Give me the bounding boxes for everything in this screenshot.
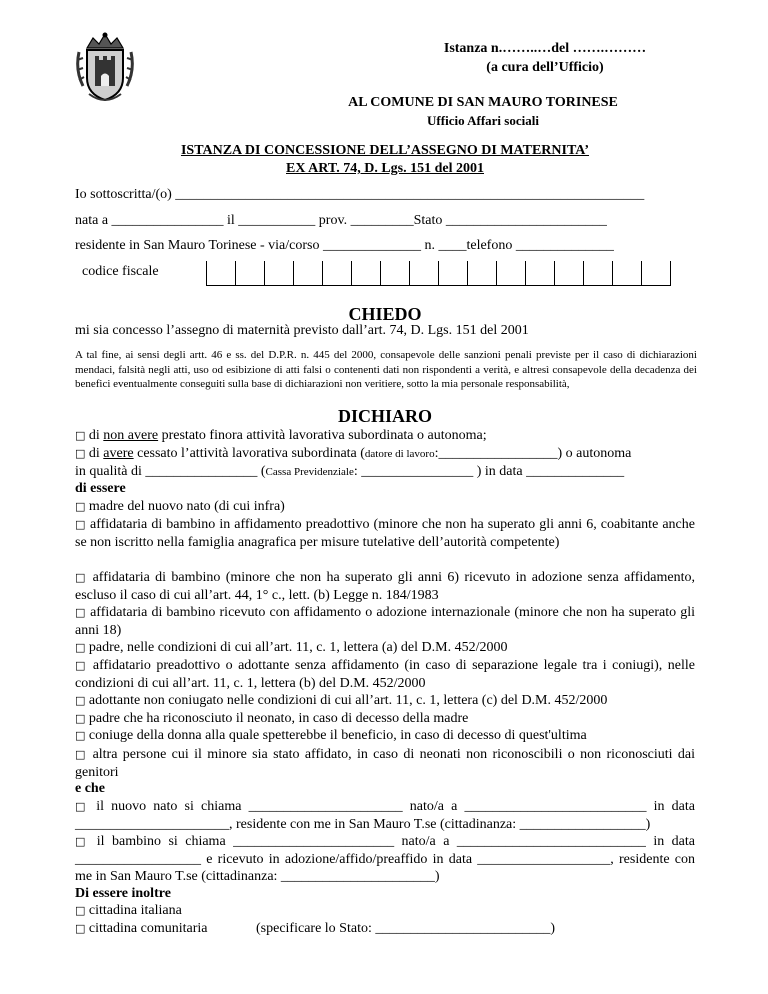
cf-box[interactable] xyxy=(583,261,613,286)
codice-fiscale-label: codice fiscale xyxy=(82,264,159,279)
cf-box[interactable] xyxy=(496,261,526,286)
checkbox-icon[interactable]: □ xyxy=(75,835,90,848)
birth-data-field[interactable]: nata a ________________ il ___________ prov. _________Stato _______________________ xyxy=(75,213,607,228)
chiedo-text: mi sia concesso l’assegno di maternità previsto dall’art. 74, D. Lgs. 151 del 2001 xyxy=(75,323,529,338)
option-altra-persona[interactable]: □ altra persone cui il minore sia stato affidato, in caso di neonati non riconoscibili o non riconosciuti dai genitori xyxy=(75,747,695,780)
option-adottante-non-coniugato[interactable]: □ adottante non coniugato nelle condizioni di cui all’art. 11, c. 1, lettera (c) del D.M. 452/2000 xyxy=(75,693,608,708)
checkbox-icon[interactable]: □ xyxy=(75,500,86,513)
e-che-label: e che xyxy=(75,781,105,796)
dichiaro-heading: DICHIARO xyxy=(337,406,432,426)
recipient-office: Ufficio Affari sociali xyxy=(427,113,539,128)
checkbox-icon[interactable]: □ xyxy=(75,429,86,442)
cf-box[interactable] xyxy=(351,261,381,286)
checkbox-icon[interactable]: □ xyxy=(75,659,88,672)
checkbox-icon[interactable]: □ xyxy=(75,712,86,725)
cf-box[interactable] xyxy=(612,261,642,286)
municipal-crest-logo xyxy=(73,30,137,104)
cf-box[interactable] xyxy=(206,261,236,286)
istanza-number-line: Istanza n.……..…del …….……… xyxy=(443,41,647,56)
cf-box[interactable] xyxy=(467,261,497,286)
cf-box[interactable] xyxy=(554,261,584,286)
checkbox-icon[interactable]: □ xyxy=(75,922,86,935)
nuovo-nato-field[interactable]: □ il nuovo nato si chiama ______________________ nato/a a __________________________ in data ______________________, residente con me in San Mauro T.se (cittadinanza: __________________) xyxy=(75,799,695,832)
option-padre-riconosciuto[interactable]: □ padre che ha riconosciuto il neonato, in caso di decesso della madre xyxy=(75,711,469,726)
option-coniuge[interactable]: □ coniuge della donna alla quale spetterebbe il beneficio, in caso di decesso di quest'ultima xyxy=(75,728,587,743)
option-non-avere-lavorato[interactable]: □ di non avere prestato finora attività lavorativa subordinata o autonoma; xyxy=(75,428,487,443)
residence-field[interactable]: residente in San Mauro Torinese - via/corso ______________ n. ____telefono ______________ xyxy=(75,238,614,253)
option-madre[interactable]: □ madre del nuovo nato (di cui infra) xyxy=(75,499,285,514)
di-essere-inoltre-label: Di essere inoltre xyxy=(75,886,171,901)
document-subtitle: EX ART. 74, D. Lgs. 151 del 2001 xyxy=(286,161,484,176)
office-use-note: (a cura dell’Ufficio) xyxy=(486,60,604,75)
checkbox-icon[interactable]: □ xyxy=(75,729,86,742)
cf-box[interactable] xyxy=(293,261,323,286)
option-cittadina-comunitaria[interactable]: □ cittadina comunitaria xyxy=(75,921,208,936)
cf-box[interactable] xyxy=(438,261,468,286)
cf-box[interactable] xyxy=(380,261,410,286)
qualita-field[interactable]: in qualità di ________________ (Cassa Previdenziale: ________________ ) in data ______________ xyxy=(75,464,625,479)
legal-disclaimer: A tal fine, ai sensi degli artt. 46 e ss. del D.P.R. n. 445 del 2000, consapevole delle sanzioni penali previste per il caso di dichiarazioni mendaci, falsità negli atti, uso od esibizione di atti falsi o contenenti dati non rispondenti a verità, e altresì consapevole della decadenza dei benefici eventualmente conseguiti sulla base di dichiarazioni non veritiere, sotto la mia personale responsabilità, xyxy=(75,349,697,390)
option-affidataria-internazionale[interactable]: □ affidataria di bambino ricevuto con affidamento o adozione internazionale (minore che non ha superato gli anni 18) xyxy=(75,605,695,638)
option-affidataria-adozione[interactable]: □ affidataria di bambino (minore che non ha superato gli anni 6) ricevuto in adozione senza affidamento, escluso il caso di cui all’art. 44, 1° c., lett. (b) Legge n. 184/1983 xyxy=(75,570,695,603)
cf-box[interactable] xyxy=(322,261,352,286)
option-avere-cessato[interactable]: □ di avere cessato l’attività lavorativa subordinata (datore di lavoro:_________________) o autonoma xyxy=(75,446,632,461)
checkbox-icon[interactable]: □ xyxy=(75,904,86,917)
checkbox-icon[interactable]: □ xyxy=(75,606,86,619)
option-affidataria-preadottivo[interactable]: □ affidataria di bambino in affidamento preadottivo (minore che non ha superato gli anni 6, coabitante anche se non iscritto nella famiglia anagrafica per misure tutelative dell’autorità competente) xyxy=(75,517,695,550)
document-title: ISTANZA DI CONCESSIONE DELL’ASSEGNO DI MATERNITA’ xyxy=(180,143,590,158)
option-cittadina-italiana[interactable]: □ cittadina italiana xyxy=(75,903,182,918)
checkbox-icon[interactable]: □ xyxy=(75,748,88,761)
checkbox-icon[interactable]: □ xyxy=(75,518,86,531)
di-essere-label: di essere xyxy=(75,481,126,496)
checkbox-icon[interactable]: □ xyxy=(75,694,86,707)
bambino-field[interactable]: □ il bambino si chiama _______________________ nato/a a ___________________________ in data __________________ e ricevuto in adozione/affido/preaffido in data ___________________, residente con me in San Mauro T.se (cittadinanza: ______________________) xyxy=(75,834,695,885)
recipient-comune: AL COMUNE DI SAN MAURO TORINESE xyxy=(348,95,618,110)
cf-box[interactable] xyxy=(409,261,439,286)
chiedo-heading: CHIEDO xyxy=(348,304,422,324)
checkbox-icon[interactable]: □ xyxy=(75,571,88,584)
option-affidatario-preadottivo[interactable]: □ affidatario preadottivo o adottante senza affidamento (in caso di separazione legale tra i coniugi), nelle condizioni di cui all’art. 11, c. 1, lettera (b) del D.M. 452/2000 xyxy=(75,658,695,691)
checkbox-icon[interactable]: □ xyxy=(75,447,86,460)
cf-box[interactable] xyxy=(235,261,265,286)
cf-box[interactable] xyxy=(525,261,555,286)
stato-specification-field[interactable]: (specificare lo Stato: _________________________) xyxy=(256,921,556,936)
signatory-name-field[interactable]: Io sottoscritta/(o) ___________________________________________________________________ xyxy=(75,187,645,202)
checkbox-icon[interactable]: □ xyxy=(75,800,90,813)
cf-box[interactable] xyxy=(264,261,294,286)
cf-box[interactable] xyxy=(641,261,671,286)
option-padre[interactable]: □ padre, nelle condizioni di cui all’art. 11, c. 1, lettera (a) del D.M. 452/2000 xyxy=(75,640,508,655)
checkbox-icon[interactable]: □ xyxy=(75,641,86,654)
cf-box-end xyxy=(670,261,671,286)
